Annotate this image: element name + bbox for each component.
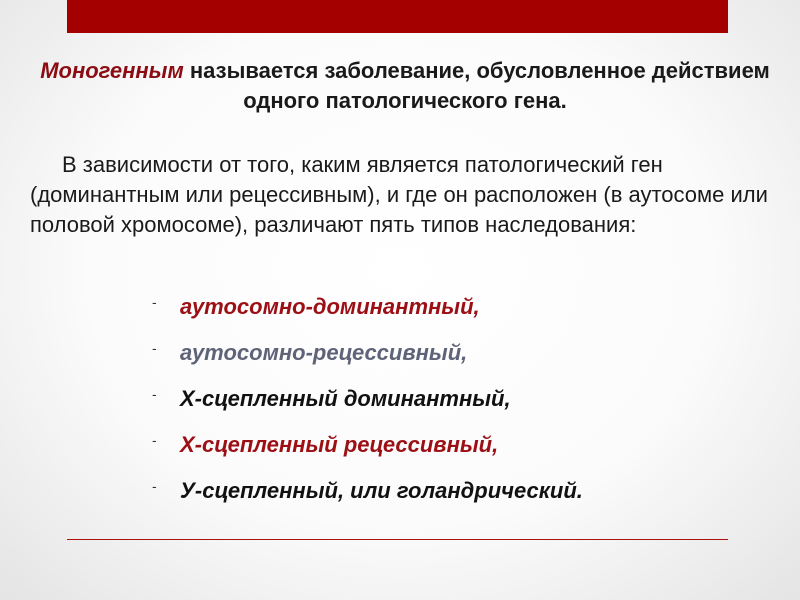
bullet-dash: - <box>152 386 157 402</box>
type-label: аутосомно-доминантный, <box>180 294 480 319</box>
intro-paragraph: В зависимости от того, каким является патологический ген (доминантным или рецессивным), и где он расположен (в аутосоме или половой хромосоме), различают пять типов наследования: <box>30 152 768 237</box>
list-item <box>150 476 750 506</box>
definition-text: называется заболевание, обусловленное действием одного патологического гена. <box>183 58 770 113</box>
definition-heading <box>40 56 770 116</box>
bullet-dash: - <box>152 432 157 448</box>
type-label: У-сцепленный, или голандрический. <box>180 478 583 503</box>
type-label: аутосомно-рецессивный, <box>180 340 468 365</box>
bullet-dash: - <box>152 340 157 356</box>
type-label: Х-сцепленный рецессивный, <box>180 432 499 457</box>
list-item <box>150 430 750 460</box>
bullet-dash: - <box>152 294 157 310</box>
type-label: Х-сцепленный доминантный, <box>180 386 511 411</box>
bottom-divider <box>67 539 728 540</box>
list-item <box>150 384 750 414</box>
list-item <box>150 338 750 368</box>
top-accent-bar <box>67 0 728 33</box>
list-item <box>150 292 750 322</box>
bullet-dash: - <box>152 478 157 494</box>
definition-term: Моногенным <box>40 58 184 83</box>
inheritance-types-list <box>150 292 750 522</box>
